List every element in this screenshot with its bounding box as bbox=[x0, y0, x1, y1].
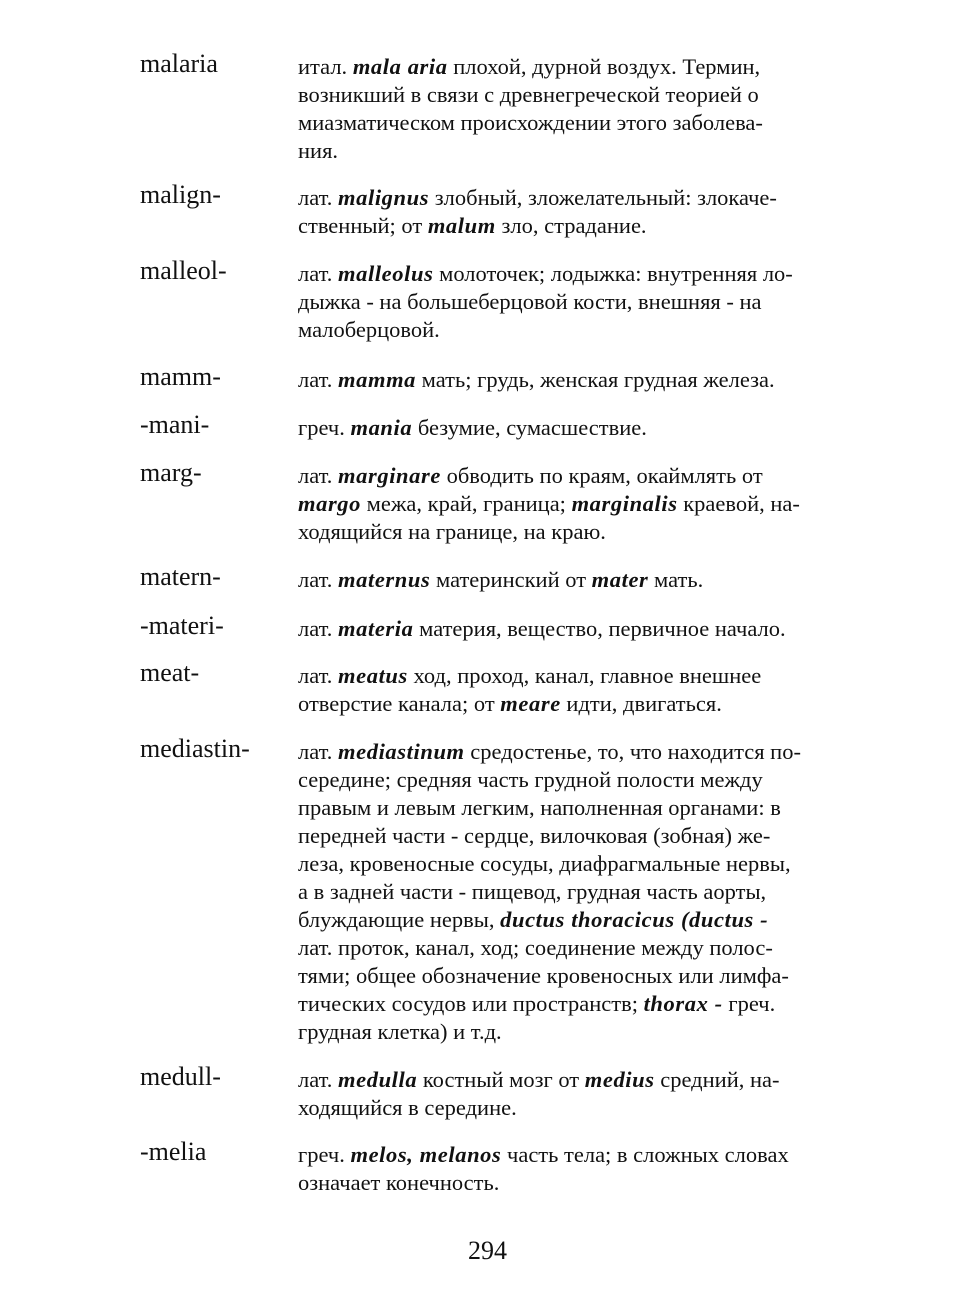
latin-term: mediastinum bbox=[338, 739, 465, 764]
definition-text: дыжка - на большеберцовой кости, внешняя - на bbox=[298, 289, 762, 314]
definition-line bbox=[298, 566, 838, 594]
entry-definition bbox=[298, 184, 838, 240]
definition-text: обводить по краям, окаймлять от bbox=[440, 463, 763, 488]
definition-text: лат. bbox=[298, 567, 339, 592]
entry-definition bbox=[298, 1141, 838, 1197]
entry-definition bbox=[298, 260, 838, 344]
definition-line bbox=[298, 934, 838, 962]
definition-text: ния. bbox=[298, 138, 339, 163]
entry-definition bbox=[298, 462, 838, 546]
definition-text: тями; общее обозначение кровеносных или лимфа- bbox=[298, 963, 789, 988]
entry-term: -melia bbox=[140, 1137, 207, 1166]
definition-line bbox=[298, 137, 838, 165]
definition-text: злобный, зложелательный: злокаче- bbox=[429, 185, 777, 210]
definition-text: мать. bbox=[648, 567, 704, 592]
latin-term: maternus bbox=[338, 567, 431, 592]
definition-line bbox=[298, 81, 838, 109]
latin-term: medius bbox=[584, 1067, 655, 1092]
definition-line bbox=[298, 366, 838, 394]
definition-line bbox=[298, 690, 838, 718]
definition-text: лат. bbox=[298, 261, 339, 286]
definition-text: греч. bbox=[298, 415, 351, 440]
definition-text: межа, край, граница; bbox=[361, 491, 572, 516]
entry-term: malleol- bbox=[140, 256, 227, 285]
latin-term: malignus bbox=[338, 185, 430, 210]
definition-line bbox=[298, 1066, 838, 1094]
latin-term: materia bbox=[338, 616, 414, 641]
definition-text: итал. bbox=[298, 54, 353, 79]
definition-text: возникший в связи с древнегреческой теорией о bbox=[298, 82, 759, 107]
page-number: 294 bbox=[468, 1236, 507, 1265]
definition-text: мать; грудь, женская грудная железа. bbox=[416, 367, 775, 392]
definition-text: средостенье, то, что находится по- bbox=[464, 739, 801, 764]
definition-text: костный мозг от bbox=[417, 1067, 585, 1092]
definition-line bbox=[298, 260, 838, 288]
definition-text: отверстие канала; от bbox=[298, 691, 501, 716]
latin-term: mamma bbox=[338, 367, 417, 392]
entry-definition bbox=[298, 566, 838, 594]
definition-text: а в задней части - пищевод, грудная часть аорты, bbox=[298, 879, 767, 904]
definition-line bbox=[298, 53, 838, 81]
entry-definition bbox=[298, 615, 838, 643]
definition-line bbox=[298, 1141, 838, 1169]
latin-term: meare bbox=[500, 691, 561, 716]
definition-line bbox=[298, 288, 838, 316]
definition-text: середине; средняя часть грудной полости между bbox=[298, 767, 763, 792]
definition-line bbox=[298, 316, 838, 344]
definition-text: материя, вещество, первичное начало. bbox=[413, 616, 786, 641]
definition-text: передней части - сердце, вилочковая (зобная) же- bbox=[298, 823, 771, 848]
definition-line bbox=[298, 109, 838, 137]
definition-text: лат. bbox=[298, 616, 339, 641]
definition-line bbox=[298, 1094, 838, 1122]
entry-term: -mani- bbox=[140, 410, 210, 439]
definition-text: лат. проток, канал, ход; соединение между полос- bbox=[298, 935, 773, 960]
definition-text: греч. bbox=[722, 991, 776, 1016]
definition-line bbox=[298, 906, 838, 934]
definition-text: тических сосудов или пространств; bbox=[298, 991, 644, 1016]
definition-text: означает конечность. bbox=[298, 1170, 500, 1195]
definition-text: греч. bbox=[298, 1142, 351, 1167]
latin-term: mala aria bbox=[352, 54, 448, 79]
definition-line bbox=[298, 184, 838, 212]
latin-term: meatus bbox=[338, 663, 408, 688]
definition-text: грудная клетка) и т.д. bbox=[298, 1019, 502, 1044]
definition-line bbox=[298, 490, 838, 518]
definition-text: средний, на- bbox=[654, 1067, 780, 1092]
latin-term: melos, melanos bbox=[350, 1142, 502, 1167]
definition-line bbox=[298, 662, 838, 690]
definition-text: ход, проход, канал, главное внешнее bbox=[407, 663, 762, 688]
latin-term: malleolus bbox=[338, 261, 434, 286]
latin-term: medulla bbox=[338, 1067, 418, 1092]
latin-term: margo bbox=[298, 491, 362, 516]
definition-text: правым и левым легким, наполненная органами: в bbox=[298, 795, 781, 820]
latin-term: marginare bbox=[338, 463, 441, 488]
entry-definition bbox=[298, 366, 838, 394]
entry-term: mediastin- bbox=[140, 734, 250, 763]
definition-text: часть тела; в сложных словах bbox=[501, 1142, 789, 1167]
definition-line bbox=[298, 1169, 838, 1197]
definition-text: лат. bbox=[298, 463, 339, 488]
latin-term: malum bbox=[427, 213, 496, 238]
latin-term: ductus thoracicus (ductus - bbox=[500, 907, 769, 932]
definition-line bbox=[298, 962, 838, 990]
definition-line bbox=[298, 990, 838, 1018]
definition-line bbox=[298, 1018, 838, 1046]
definition-text: леза, кровеносные сосуды, диафрагмальные нервы, bbox=[298, 851, 791, 876]
latin-term: mater bbox=[591, 567, 649, 592]
entry-definition bbox=[298, 738, 838, 1046]
definition-text: идти, двигаться. bbox=[560, 691, 722, 716]
definition-line bbox=[298, 738, 838, 766]
definition-text: миазматическом происхождении этого заболева- bbox=[298, 110, 763, 135]
entry-term: malign- bbox=[140, 180, 221, 209]
definition-text: лат. bbox=[298, 663, 339, 688]
latin-term: marginalis bbox=[571, 491, 678, 516]
entry-definition bbox=[298, 414, 838, 442]
entry-term: meat- bbox=[140, 658, 200, 687]
definition-line bbox=[298, 878, 838, 906]
definition-text: малоберцовой. bbox=[298, 317, 440, 342]
definition-text: безумие, сумасшествие. bbox=[412, 415, 647, 440]
entry-term: matern- bbox=[140, 562, 221, 591]
definition-text: ственный; от bbox=[298, 213, 428, 238]
definition-text: ходящийся в середине. bbox=[298, 1095, 517, 1120]
definition-line bbox=[298, 518, 838, 546]
entry-term: malaria bbox=[140, 49, 218, 78]
definition-line bbox=[298, 822, 838, 850]
entry-term: -materi- bbox=[140, 611, 224, 640]
entry-definition bbox=[298, 1066, 838, 1122]
definition-text: зло, страдание. bbox=[495, 213, 647, 238]
entry-term: mamm- bbox=[140, 362, 221, 391]
definition-line bbox=[298, 212, 838, 240]
definition-line bbox=[298, 414, 838, 442]
definition-line bbox=[298, 850, 838, 878]
definition-text: лат. bbox=[298, 185, 339, 210]
definition-line bbox=[298, 766, 838, 794]
entry-term: marg- bbox=[140, 458, 202, 487]
definition-text: плохой, дурной воздух. Термин, bbox=[447, 54, 761, 79]
latin-term: mania bbox=[350, 415, 413, 440]
definition-line bbox=[298, 794, 838, 822]
definition-text: лат. bbox=[298, 1067, 339, 1092]
definition-text: лат. bbox=[298, 367, 339, 392]
definition-text: молоточек; лодыжка: внутренняя ло- bbox=[433, 261, 793, 286]
definition-text: блуждающие нервы, bbox=[298, 907, 501, 932]
entry-definition bbox=[298, 53, 838, 165]
latin-term: thorax - bbox=[643, 991, 723, 1016]
definition-text: краевой, на- bbox=[677, 491, 800, 516]
definition-line bbox=[298, 615, 838, 643]
definition-text: материнский от bbox=[430, 567, 592, 592]
definition-line bbox=[298, 462, 838, 490]
entry-definition bbox=[298, 662, 838, 718]
definition-text: ходящийся на границе, на краю. bbox=[298, 519, 606, 544]
entry-term: medull- bbox=[140, 1062, 221, 1091]
definition-text: лат. bbox=[298, 739, 339, 764]
